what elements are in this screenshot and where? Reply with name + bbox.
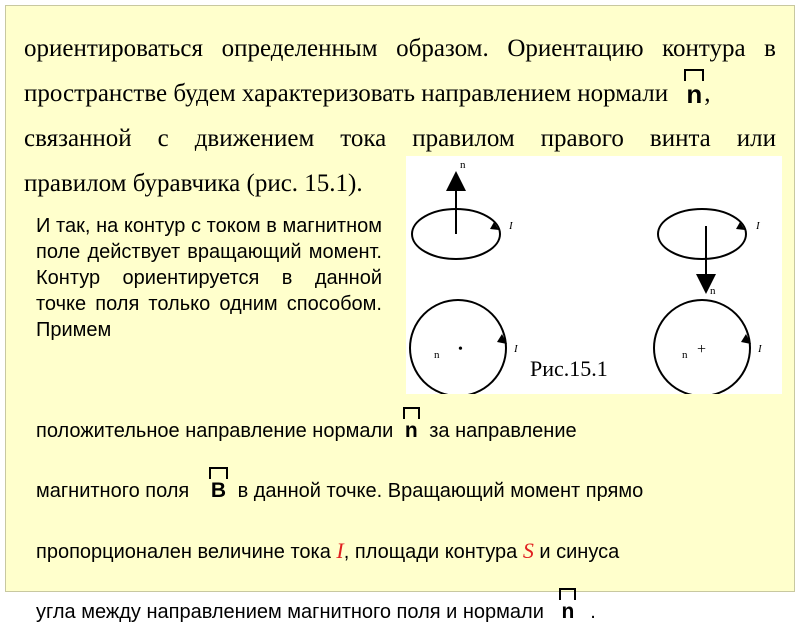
conclusion-paragraph xyxy=(36,416,776,627)
loop-top-right xyxy=(658,209,761,297)
conclusion-line-4-text: угла между направлением магнитного поля и нормали xyxy=(36,601,544,623)
intro-line-4: правилом буравчика (рис. 15.1). xyxy=(24,170,363,197)
current-label: I xyxy=(758,343,762,355)
intro-line-2 xyxy=(24,71,776,116)
intro-line-1: ориентироваться определенным образом. Ориентацию контура в xyxy=(24,35,776,62)
vector-arrow-icon xyxy=(559,588,576,600)
conclusion-line-3-mid: , площади контура xyxy=(343,541,518,563)
vector-arrow-icon xyxy=(209,467,228,479)
normal-label: n xyxy=(434,349,440,361)
normal-vector-n xyxy=(684,81,704,107)
conclusion-line-2-tail: в данной точке. Вращающий момент прямо xyxy=(237,480,644,502)
loop-top-left xyxy=(412,159,514,259)
normal-vector-n xyxy=(403,420,420,441)
vector-arrow-icon xyxy=(684,69,704,81)
field-vector-letter: B xyxy=(210,479,226,502)
conclusion-line-2 xyxy=(36,476,776,506)
normal-vector-n xyxy=(559,601,576,622)
conclusion-line-3-tail: и синуса xyxy=(539,541,620,563)
current-label: I xyxy=(756,220,760,232)
intro-line-2-comma: , xyxy=(704,80,711,107)
conclusion-line-4-period: . xyxy=(590,601,596,623)
slide xyxy=(5,5,795,623)
conclusion-line-4 xyxy=(36,597,776,627)
loop-bottom-left xyxy=(410,300,519,394)
vector-arrow-icon xyxy=(403,407,420,419)
normal-label: n xyxy=(460,159,466,171)
normal-vector-letter: n xyxy=(404,419,418,442)
figure-caption: Рис.15.1 xyxy=(530,356,608,381)
magnetic-field-vector-b xyxy=(209,480,228,501)
intro-line-2-text: пространстве будем характеризовать направлением нормали xyxy=(24,80,669,107)
normal-vector-letter: n xyxy=(561,600,575,623)
current-label: I xyxy=(514,343,518,355)
normal-label: n xyxy=(710,285,716,297)
current-loop xyxy=(658,209,746,259)
loop-bottom-right xyxy=(654,300,763,394)
current-label: I xyxy=(509,220,513,232)
conclusion-line-3 xyxy=(36,536,776,567)
intro-line-3: связанной с движением тока правилом правого винта или xyxy=(24,125,776,152)
current-symbol: I xyxy=(336,538,344,563)
area-symbol: S xyxy=(522,538,534,563)
plus-symbol: + xyxy=(697,341,707,358)
dot-symbol: • xyxy=(458,342,463,357)
conclusion-line-1-tail: за направление xyxy=(429,420,577,442)
conclusion-line-2-text: магнитного поля xyxy=(36,480,190,502)
normal-label: n xyxy=(682,349,688,361)
normal-vector-letter: n xyxy=(686,79,703,109)
conclusion-line-1-text: положительное направление нормали xyxy=(36,420,394,442)
torque-paragraph: И так, на контур с током в магнитном поле действует вращающий момент. Контур ориентируется в данной точке поля только одним способом. Примем xyxy=(36,215,382,341)
conclusion-line-3-text: пропорционален величине тока xyxy=(36,541,331,563)
conclusion-line-1 xyxy=(36,416,776,446)
